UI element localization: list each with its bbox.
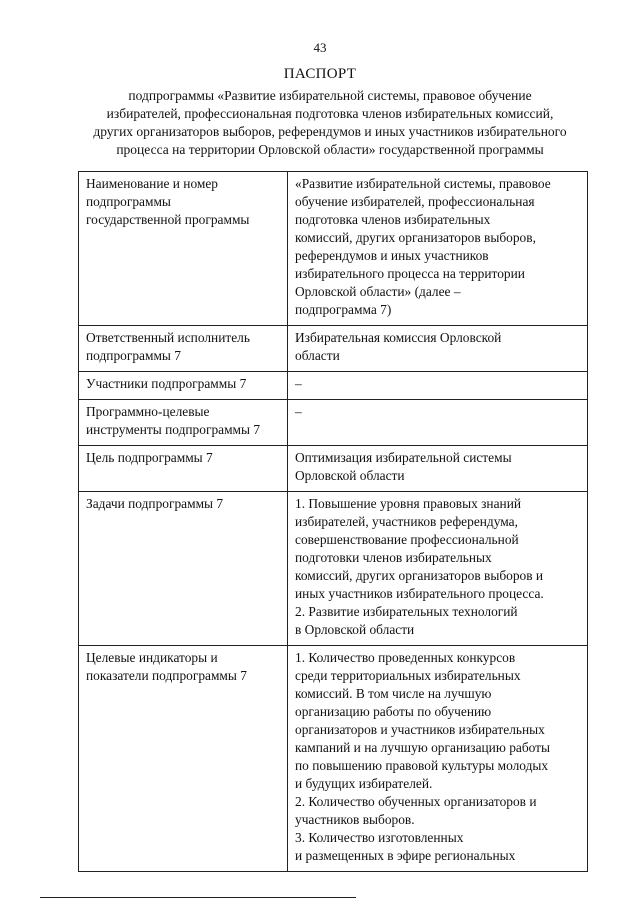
row-value-line: комиссий. В том числе на лучшую xyxy=(295,686,492,701)
row-value-line: референдумов и иных участников xyxy=(295,248,489,263)
page-number: 43 xyxy=(313,40,327,55)
subtitle-line: подпрограммы «Развитие избирательной системы, правовое обучение xyxy=(128,88,532,103)
row-value-line: среди территориальных избирательных xyxy=(295,668,521,683)
row-value-line: – xyxy=(295,376,302,391)
row-value-line: в Орловской области xyxy=(295,622,415,637)
row-value-line: 3. Количество изготовленных xyxy=(295,830,464,845)
table-row xyxy=(79,400,588,446)
row-label-line: инструменты подпрограммы 7 xyxy=(86,422,261,437)
row-label-line: Целевые индикаторы и xyxy=(86,650,218,665)
row-value-line: совершенствование профессиональной xyxy=(295,532,519,547)
row-value-line: 1. Количество проведенных конкурсов xyxy=(295,650,516,665)
row-value-line: по повышению правовой культуры молодых xyxy=(295,758,549,773)
row-value-line: и будущих избирателей. xyxy=(295,776,433,791)
table-row xyxy=(79,646,588,872)
subtitle-line: процесса на территории Орловской области» государственной программы xyxy=(116,142,544,157)
footer-divider xyxy=(40,897,356,898)
row-label-cell xyxy=(79,400,288,446)
row-value-line: подготовка членов избирательных xyxy=(295,212,491,227)
row-value-line: Оптимизация избирательной системы xyxy=(295,450,512,465)
row-value-line: комиссий, других организаторов выборов и xyxy=(295,568,544,583)
row-label-line: Ответственный исполнитель xyxy=(86,330,250,345)
document-subtitle xyxy=(40,87,620,159)
subtitle-line: других организаторов выборов, референдумов и иных участников избирательного xyxy=(93,124,567,139)
row-label-line: подпрограммы xyxy=(86,194,171,209)
row-value-line: организаторов и участников избирательных xyxy=(295,722,545,737)
row-value-line: области xyxy=(295,348,340,363)
row-value-line: Избирательная комиссия Орловской xyxy=(295,330,502,345)
row-value-cell xyxy=(288,372,588,400)
row-label-cell xyxy=(79,646,288,872)
document-title: ПАСПОРТ xyxy=(283,66,357,82)
table-row xyxy=(79,326,588,372)
row-label-line: государственной программы xyxy=(86,212,250,227)
row-label-line: подпрограммы 7 xyxy=(86,348,181,363)
row-label-cell xyxy=(79,446,288,492)
row-value-cell xyxy=(288,646,588,872)
row-value-line: Орловской области xyxy=(295,468,405,483)
table-row xyxy=(79,172,588,326)
row-label-line: Задачи подпрограммы 7 xyxy=(86,496,224,511)
row-label-cell xyxy=(79,372,288,400)
row-label-cell xyxy=(79,326,288,372)
row-value-line: – xyxy=(295,404,302,419)
row-value-line: 2. Количество обученных организаторов и xyxy=(295,794,537,809)
row-value-line: 1. Повышение уровня правовых знаний xyxy=(295,496,522,511)
row-value-line: комиссий, других организаторов выборов, xyxy=(295,230,536,245)
row-value-line: и размещенных в эфире региональных xyxy=(295,848,516,863)
row-value-line: избирателей, участников референдума, xyxy=(295,514,518,529)
row-label-line: Участники подпрограммы 7 xyxy=(86,376,247,391)
row-value-line: 2. Развитие избирательных технологий xyxy=(295,604,518,619)
row-label-line: показатели подпрограммы 7 xyxy=(86,668,247,683)
row-value-line: избирательного процесса на территории xyxy=(295,266,525,281)
row-value-line: Орловской области» (далее – xyxy=(295,284,461,299)
row-value-line: организацию работы по обучению xyxy=(295,704,492,719)
table-row xyxy=(79,492,588,646)
row-value-line: обучение избирателей, профессиональная xyxy=(295,194,535,209)
row-value-cell xyxy=(288,326,588,372)
row-label-line: Наименование и номер xyxy=(86,176,219,191)
table-row xyxy=(79,446,588,492)
subtitle-line: избирателей, профессиональная подготовка членов избирательных комиссий, xyxy=(106,106,554,121)
table-row xyxy=(79,372,588,400)
row-label-cell xyxy=(79,492,288,646)
row-label-line: Программно-целевые xyxy=(86,404,210,419)
row-label-line: Цель подпрограммы 7 xyxy=(86,450,213,465)
row-value-cell xyxy=(288,400,588,446)
passport-table-body xyxy=(79,172,588,872)
row-value-line: подготовки членов избирательных xyxy=(295,550,492,565)
passport-table xyxy=(78,171,588,872)
row-value-cell xyxy=(288,492,588,646)
row-value-line: подпрограмма 7) xyxy=(295,302,392,317)
row-value-line: «Развитие избирательной системы, правовое xyxy=(295,176,551,191)
row-value-line: иных участников избирательного процесса. xyxy=(295,586,544,601)
row-value-line: участников выборов. xyxy=(295,812,415,827)
row-value-line: кампаний и на лучшую организацию работы xyxy=(295,740,551,755)
row-label-cell xyxy=(79,172,288,326)
row-value-cell xyxy=(288,172,588,326)
row-value-cell xyxy=(288,446,588,492)
